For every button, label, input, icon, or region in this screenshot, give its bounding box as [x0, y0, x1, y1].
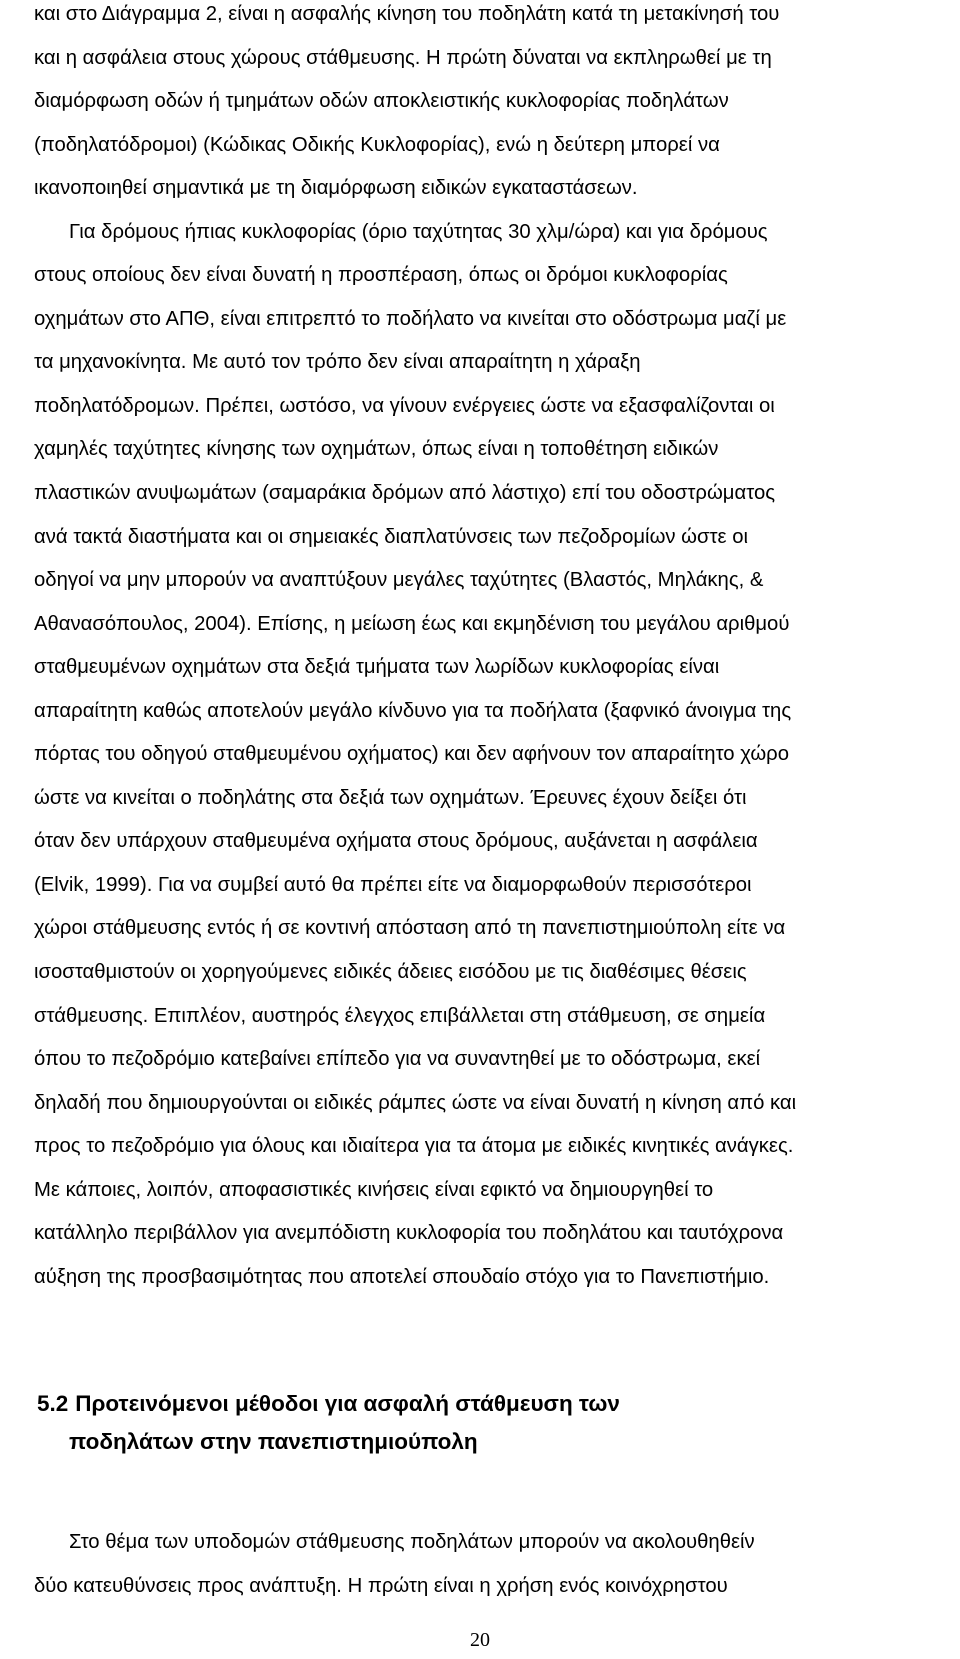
section-number: 5.2	[37, 1391, 69, 1416]
section-title-part-1: Προτεινόμενοι μέθοδοι για ασφαλή στάθμευση των	[75, 1391, 620, 1416]
text-line: Για δρόμους ήπιας κυκλοφορίας (όριο ταχύτητας 30 χλμ/ώρα) και για δρόμους	[69, 220, 768, 243]
text-line: διαμόρφωση οδών ή τμημάτων οδών αποκλειστικής κυκλοφορίας ποδηλάτων	[34, 90, 729, 113]
text-line: ποδηλατόδρομων. Πρέπει, ωστόσο, να γίνουν ενέργειες ώστε να εξασφαλίζονται οι	[34, 394, 775, 417]
text-line: σταθμευμένων οχημάτων στα δεξιά τμήματα των λωρίδων κυκλοφορίας είναι	[34, 656, 720, 679]
text-line: (Elvik, 1999). Για να συμβεί αυτό θα πρέπει είτε να διαμορφωθούν περισσότεροι	[34, 873, 752, 896]
paragraph-intro	[34, 1521, 924, 1608]
text-line: όπου το πεζοδρόμιο κατεβαίνει επίπεδο για να συναντηθεί με το οδόστρωμα, εκεί	[34, 1048, 761, 1071]
text-line: ανά τακτά διαστήματα και οι σημειακές διαπλατύνσεις των πεζοδρομίων ώστε οι	[34, 525, 749, 548]
text-line: δύο κατευθύνσεις προς ανάπτυξη. Η πρώτη είναι η χρήση ενός κοινόχρηστου	[34, 1574, 728, 1597]
text-line: ικανοποιηθεί σημαντικά με τη διαμόρφωση ειδικών εγκαταστάσεων.	[34, 177, 638, 200]
text-line: πόρτας του οδηγού σταθμευμένου οχήματος) και δεν αφήνουν τον απαραίτητο χώρο	[34, 743, 789, 766]
section-heading	[37, 1385, 620, 1461]
paragraph-continuation	[34, 0, 924, 1299]
text-line: όταν δεν υπάρχουν σταθμευμένα οχήματα στους δρόμους, αυξάνεται η ασφάλεια	[34, 830, 758, 853]
text-line: πλαστικών ανυψωμάτων (σαμαράκια δρόμων από λάστιχο) επί του οδοστρώματος	[34, 482, 775, 505]
text-line: Αθανασόπουλος, 2004). Επίσης, η μείωση έως και εκμηδένιση του μεγάλου αριθμού	[34, 612, 790, 635]
text-line: αύξηση της προσβασιμότητας που αποτελεί σπουδαίο στόχο για το Πανεπιστήμιο.	[34, 1265, 770, 1288]
text-line: στους οποίους δεν είναι δυνατή η προσπέραση, όπως οι δρόμοι κυκλοφορίας	[34, 264, 728, 287]
text-line: (ποδηλατόδρομοι) (Κώδικας Οδικής Κυκλοφορίας), ενώ η δεύτερη μπορεί να	[34, 133, 720, 156]
text-line: ισοσταθμιστούν οι χορηγούμενες ειδικές άδειες εισόδου με τις διαθέσιμες θέσεις	[34, 961, 747, 984]
page-number: 20	[470, 1629, 490, 1651]
text-line: απαραίτητη καθώς αποτελούν μεγάλο κίνδυνο για τα ποδήλατα (ξαφνικό άνοιγμα της	[34, 699, 792, 722]
section-title-part-2: ποδηλάτων στην πανεπιστημιούπολη	[69, 1429, 478, 1454]
text-line: τα μηχανοκίνητα. Με αυτό τον τρόπο δεν είναι απαραίτητη η χάραξη	[34, 351, 641, 374]
text-line: και η ασφάλεια στους χώρους στάθμευσης. Η πρώτη δύναται να εκπληρωθεί με τη	[34, 46, 772, 69]
section-heading-line-1	[37, 1385, 620, 1423]
text-line: προς το πεζοδρόμιο για όλους και ιδιαίτερα για τα άτομα με ειδικές κινητικές ανάγκες.	[34, 1135, 794, 1158]
text-line: δηλαδή που δημιουργούνται οι ειδικές ράμπες ώστε να είναι δυνατή η κίνηση από και	[34, 1091, 797, 1114]
text-line: οδηγοί να μην μπορούν να αναπτύξουν μεγάλες ταχύτητες (Βλαστός, Μηλάκης, &	[34, 569, 764, 592]
text-line: Στο θέμα των υποδομών στάθμευσης ποδηλάτων μπορούν να ακολουθηθείν	[69, 1531, 755, 1553]
text-line: στάθμευσης. Επιπλέον, αυστηρός έλεγχος επιβάλλεται στη στάθμευση, σε σημεία	[34, 1004, 766, 1027]
text-line: χαμηλές ταχύτητες κίνησης των οχημάτων, όπως είναι η τοποθέτηση ειδικών	[34, 438, 719, 461]
text-line: κατάλληλο περιβάλλον για ανεμπόδιστη κυκλοφορία του ποδηλάτου και ταυτόχρονα	[34, 1222, 784, 1245]
text-line: και στο Διάγραμμα 2, είναι η ασφαλής κίνηση του ποδηλάτη κατά τη μετακίνησή του	[34, 3, 780, 25]
text-line: ώστε να κινείται ο ποδηλάτης στα δεξιά των οχημάτων. Έρευνες έχουν δείξει ότι	[34, 786, 747, 809]
text-line: Με κάποιες, λοιπόν, αποφασιστικές κινήσεις είναι εφικτό να δημιουργηθεί το	[34, 1178, 714, 1201]
text-line: χώροι στάθμευσης εντός ή σε κοντινή απόσταση από τη πανεπιστημιούπολη είτε να	[34, 917, 786, 940]
text-line: οχημάτων στο ΑΠΘ, είναι επιτρεπτό το ποδήλατο να κινείται στο οδόστρωμα μαζί με	[34, 307, 787, 330]
